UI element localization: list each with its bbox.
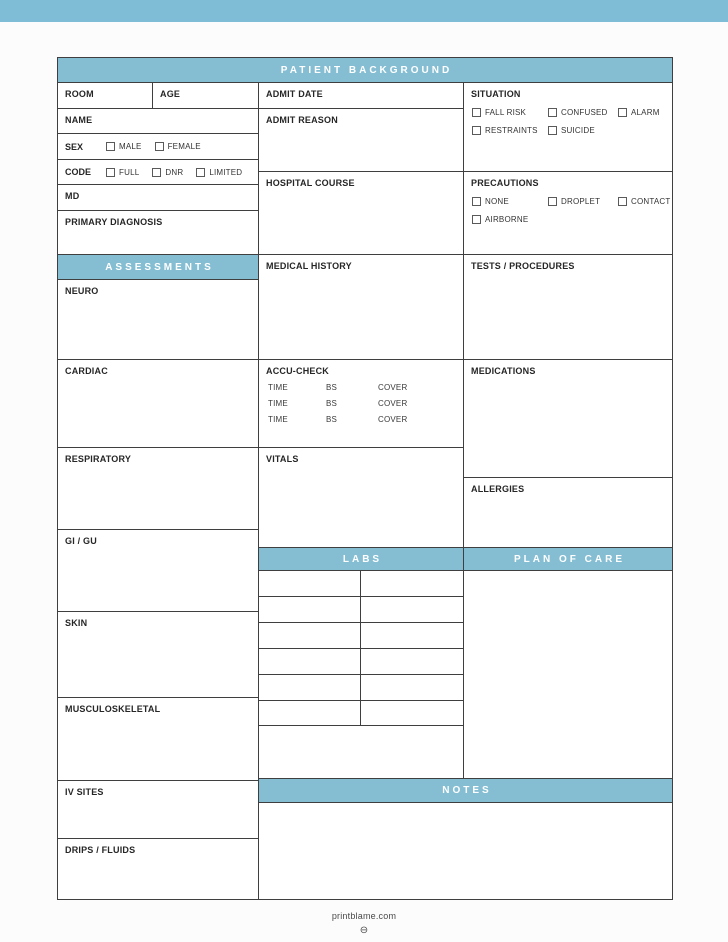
precautions-airborne-label: AIRBORNE xyxy=(485,215,529,224)
page-footer xyxy=(0,906,728,936)
precautions-contact-label: CONTACT xyxy=(631,197,671,206)
labs-table-cell xyxy=(360,570,464,597)
code-cell xyxy=(57,159,259,185)
assessment-musculoskeletal-cell xyxy=(57,697,259,781)
cardiac-label: CARDIAC xyxy=(65,366,108,376)
checkbox-icon xyxy=(618,197,627,206)
accu-cover-label: COVER xyxy=(378,415,408,424)
code-dnr-label: DNR xyxy=(165,167,184,177)
patient-background-title: PATIENT BACKGROUND xyxy=(280,64,453,76)
precautions-droplet-checkbox[interactable] xyxy=(548,197,618,206)
musculoskeletal-label: MUSCULOSKELETAL xyxy=(65,704,161,714)
plan-of-care-header xyxy=(463,547,673,571)
iv-sites-label: IV SITES xyxy=(65,787,104,797)
age-cell xyxy=(152,82,259,109)
assessment-skin-cell xyxy=(57,611,259,698)
checkbox-icon xyxy=(548,197,557,206)
assessment-respiratory-cell xyxy=(57,447,259,530)
medications-label: MEDICATIONS xyxy=(471,366,536,376)
checkbox-icon xyxy=(155,142,164,151)
name-cell xyxy=(57,108,259,134)
situation-fall-risk-label: FALL RISK xyxy=(485,108,527,117)
labs-table-cell xyxy=(258,674,361,701)
printblame-logo-icon: ⊖ xyxy=(359,925,369,936)
labs-table-cell xyxy=(258,622,361,649)
medications-cell xyxy=(463,359,673,478)
situation-alarm-checkbox[interactable] xyxy=(618,108,665,117)
page-top-accent-bar xyxy=(0,0,728,22)
accu-check-row xyxy=(266,383,456,392)
checkbox-icon xyxy=(196,168,205,177)
checkbox-icon xyxy=(618,108,627,117)
room-cell xyxy=(57,82,153,109)
allergies-cell xyxy=(463,477,673,548)
sex-female-checkbox[interactable] xyxy=(155,142,201,151)
situation-restraints-checkbox[interactable] xyxy=(472,126,548,135)
labs-table-cell xyxy=(258,570,361,597)
accu-cover-label: COVER xyxy=(378,399,408,408)
situation-cell xyxy=(463,82,673,172)
hospital-course-label: HOSPITAL COURSE xyxy=(266,178,355,188)
precautions-cell xyxy=(463,171,673,255)
accu-check-label: ACCU-CHECK xyxy=(266,366,329,376)
medical-history-cell xyxy=(258,254,464,360)
drips-fluids-cell xyxy=(57,838,259,900)
primary-diagnosis-cell xyxy=(57,210,259,255)
situation-suicide-checkbox[interactable] xyxy=(548,126,618,135)
report-form xyxy=(57,57,673,900)
drips-fluids-label: DRIPS / FLUIDS xyxy=(65,845,136,855)
checkbox-icon xyxy=(472,197,481,206)
checkbox-icon xyxy=(548,108,557,117)
labs-table-cell xyxy=(360,674,464,701)
admit-reason-cell xyxy=(258,108,464,172)
accu-check-cell xyxy=(258,359,464,448)
checkbox-icon xyxy=(106,142,115,151)
code-label: CODE xyxy=(65,167,92,177)
checkbox-icon xyxy=(106,168,115,177)
accu-time-label: TIME xyxy=(268,383,288,392)
labs-table-cell xyxy=(258,648,361,675)
labs-table-cell xyxy=(258,700,361,726)
situation-alarm-label: ALARM xyxy=(631,108,660,117)
accu-time-label: TIME xyxy=(268,415,288,424)
skin-label: SKIN xyxy=(65,618,88,628)
checkbox-icon xyxy=(472,126,481,135)
labs-extra-cell xyxy=(258,725,464,779)
neuro-label: NEURO xyxy=(65,286,99,296)
primary-diagnosis-label: PRIMARY DIAGNOSIS xyxy=(65,217,163,227)
footer-site-text: printblame.com xyxy=(331,911,397,921)
md-label: MD xyxy=(65,191,80,201)
plan-of-care-title: PLAN OF CARE xyxy=(514,553,625,565)
allergies-label: ALLERGIES xyxy=(471,484,525,494)
assessments-title: ASSESSMENTS xyxy=(105,261,214,273)
checkbox-icon xyxy=(472,215,481,224)
notes-header xyxy=(258,778,673,803)
code-limited-label: LIMITED xyxy=(209,167,243,177)
situation-label: SITUATION xyxy=(471,89,521,99)
precautions-airborne-checkbox[interactable] xyxy=(472,215,548,224)
accu-bs-label: BS xyxy=(326,415,338,424)
patient-background-header xyxy=(57,57,673,83)
checkbox-icon xyxy=(548,126,557,135)
precautions-none-label: NONE xyxy=(485,197,509,206)
code-dnr-checkbox[interactable] xyxy=(152,168,183,177)
labs-table-cell xyxy=(360,648,464,675)
assessment-cardiac-cell xyxy=(57,359,259,448)
tests-procedures-label: TESTS / PROCEDURES xyxy=(471,261,575,271)
md-cell xyxy=(57,184,259,211)
precautions-droplet-label: DROPLET xyxy=(561,197,601,206)
notes-area xyxy=(258,802,673,900)
code-limited-checkbox[interactable] xyxy=(196,168,242,177)
situation-confused-checkbox[interactable] xyxy=(548,108,618,117)
hospital-course-cell xyxy=(258,171,464,255)
admit-date-cell xyxy=(258,82,464,109)
precautions-none-checkbox[interactable] xyxy=(472,197,548,206)
checkbox-icon xyxy=(152,168,161,177)
labs-header xyxy=(258,547,464,571)
code-full-checkbox[interactable] xyxy=(106,168,139,177)
situation-restraints-label: RESTRAINTS xyxy=(485,126,538,135)
iv-sites-cell xyxy=(57,780,259,839)
gi-gu-label: GI / GU xyxy=(65,536,97,546)
code-full-label: FULL xyxy=(119,167,140,177)
situation-fall-risk-checkbox[interactable] xyxy=(472,108,548,117)
labs-title: LABS xyxy=(342,553,383,565)
checkbox-icon xyxy=(472,108,481,117)
sex-female-label: FEMALE xyxy=(167,142,201,151)
accu-check-row xyxy=(266,415,456,424)
labs-table-cell xyxy=(360,700,464,726)
medical-history-label: MEDICAL HISTORY xyxy=(266,261,352,271)
assessment-gi-gu-cell xyxy=(57,529,259,612)
sex-male-label: MALE xyxy=(119,142,142,151)
admit-date-label: ADMIT DATE xyxy=(266,89,323,99)
labs-table-cell xyxy=(360,596,464,623)
accu-check-row xyxy=(266,399,456,408)
labs-table-cell xyxy=(360,622,464,649)
vitals-label: VITALS xyxy=(266,454,299,464)
assessments-header xyxy=(57,254,259,280)
age-label: AGE xyxy=(160,89,181,99)
situation-suicide-label: SUICIDE xyxy=(561,126,595,135)
sex-male-checkbox[interactable] xyxy=(106,142,142,151)
respiratory-label: RESPIRATORY xyxy=(65,454,132,464)
name-label: NAME xyxy=(65,115,93,125)
room-label: ROOM xyxy=(65,89,94,99)
tests-procedures-cell xyxy=(463,254,673,360)
sex-cell xyxy=(57,133,259,160)
accu-time-label: TIME xyxy=(268,399,288,408)
plan-of-care-area xyxy=(463,570,673,779)
admit-reason-label: ADMIT REASON xyxy=(266,115,338,125)
notes-title: NOTES xyxy=(442,785,492,796)
situation-confused-label: CONFUSED xyxy=(561,108,608,117)
accu-bs-label: BS xyxy=(326,399,338,408)
sex-label: SEX xyxy=(65,141,84,152)
accu-bs-label: BS xyxy=(326,383,338,392)
precautions-label: PRECAUTIONS xyxy=(471,178,539,188)
accu-cover-label: COVER xyxy=(378,383,408,392)
assessment-neuro-cell xyxy=(57,279,259,360)
vitals-cell xyxy=(258,447,464,548)
labs-table-cell xyxy=(258,596,361,623)
precautions-contact-checkbox[interactable] xyxy=(618,197,670,206)
